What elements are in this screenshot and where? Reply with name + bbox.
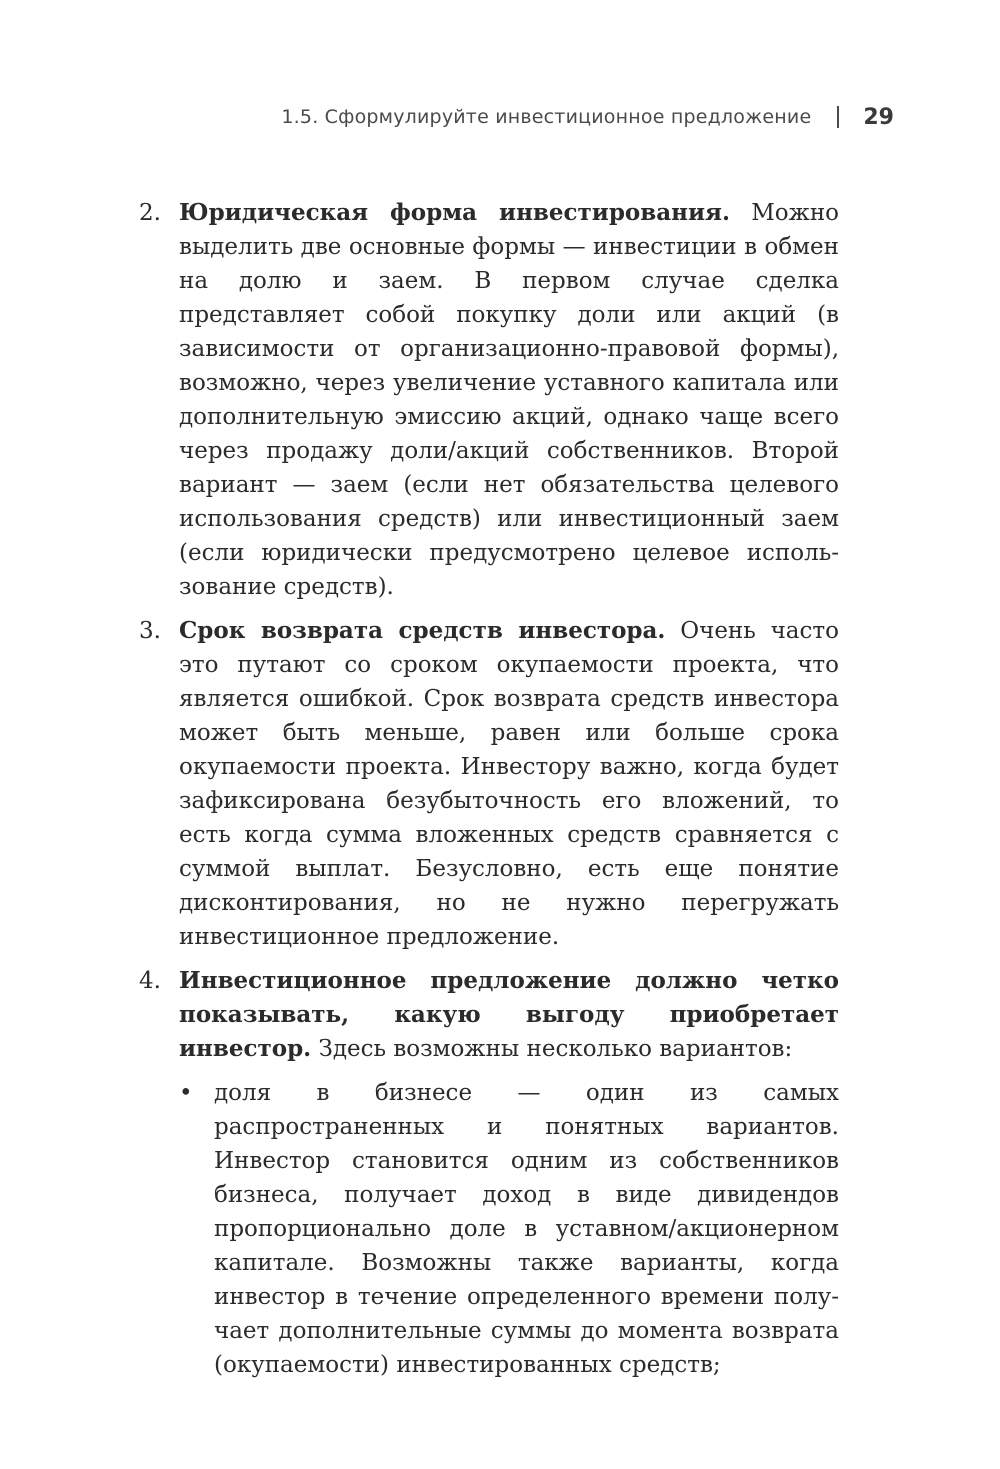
- item-lead: Юридическая форма инвестирования.: [179, 199, 731, 226]
- item-text: Очень часто это путают со сроком окупаемости проекта, что является ошибкой. Срок возврата средств инвестора может быть меньше, равен или больше срока окупаемости проекта. Инвестору важно, когда будет зафиксирована безубыточность его вложений, то есть когда сумма вложенных средств сравняется с суммой выплат. Безусловно, есть еще понятие дисконтирования, но не нужно перегружать инвестиционное предложение.: [179, 618, 839, 950]
- item-text: Здесь возможны несколько вариантов:: [311, 1036, 793, 1062]
- bullet-item: [179, 1076, 839, 1382]
- page-body: [139, 196, 839, 1382]
- item-number: 3.: [139, 618, 161, 644]
- list-item-4: [139, 964, 839, 1382]
- item-number: 4.: [139, 968, 161, 994]
- item-text: Можно выделить две основные формы — инвестиции в обмен на долю и заем. В первом случае сделка представляет собой покупку доли или акций (в зависимости от организационно-правовой формы), возможно, через увеличение уставного капитала или дополнительную эмиссию акций, однако чаще всего через продажу доли/акций собственников. Второй вариант — заем (если нет обязательства целевого использования средств) или инвестиционный заем (если юридически предусмотрено целевое использование средств).: [179, 200, 839, 600]
- item-paragraph: [179, 964, 839, 1066]
- item-paragraph: [179, 196, 839, 604]
- page-number: 29: [863, 104, 894, 130]
- bullet-text: доля в бизнесе — один из самых распространенных и понятных вариантов. Инвестор становится одним из собственников бизнеса, получает доход в виде дивидендов пропорционально доле в уставном/акционерном капитале. Возможны также варианты, когда инвестор в течение определенного времени получает дополнительные суммы до момента возврата (окупаемости) инвестированных средств;: [214, 1080, 839, 1378]
- list-item-2: [139, 196, 839, 604]
- header-separator: [837, 106, 839, 128]
- item-paragraph: [179, 614, 839, 954]
- item-lead: Срок возврата средств инвестора.: [179, 617, 666, 644]
- list-item-3: [139, 614, 839, 954]
- item-number: 2.: [139, 200, 161, 226]
- item-lead: Инвестиционное предложение должно четко показывать, какую выгоду приобретает инвестор.: [179, 967, 839, 1062]
- bullet-marker: •: [179, 1080, 193, 1106]
- running-header: [281, 100, 894, 134]
- chapter-title: 1.5. Сформулируйте инвестиционное предложение: [281, 106, 812, 128]
